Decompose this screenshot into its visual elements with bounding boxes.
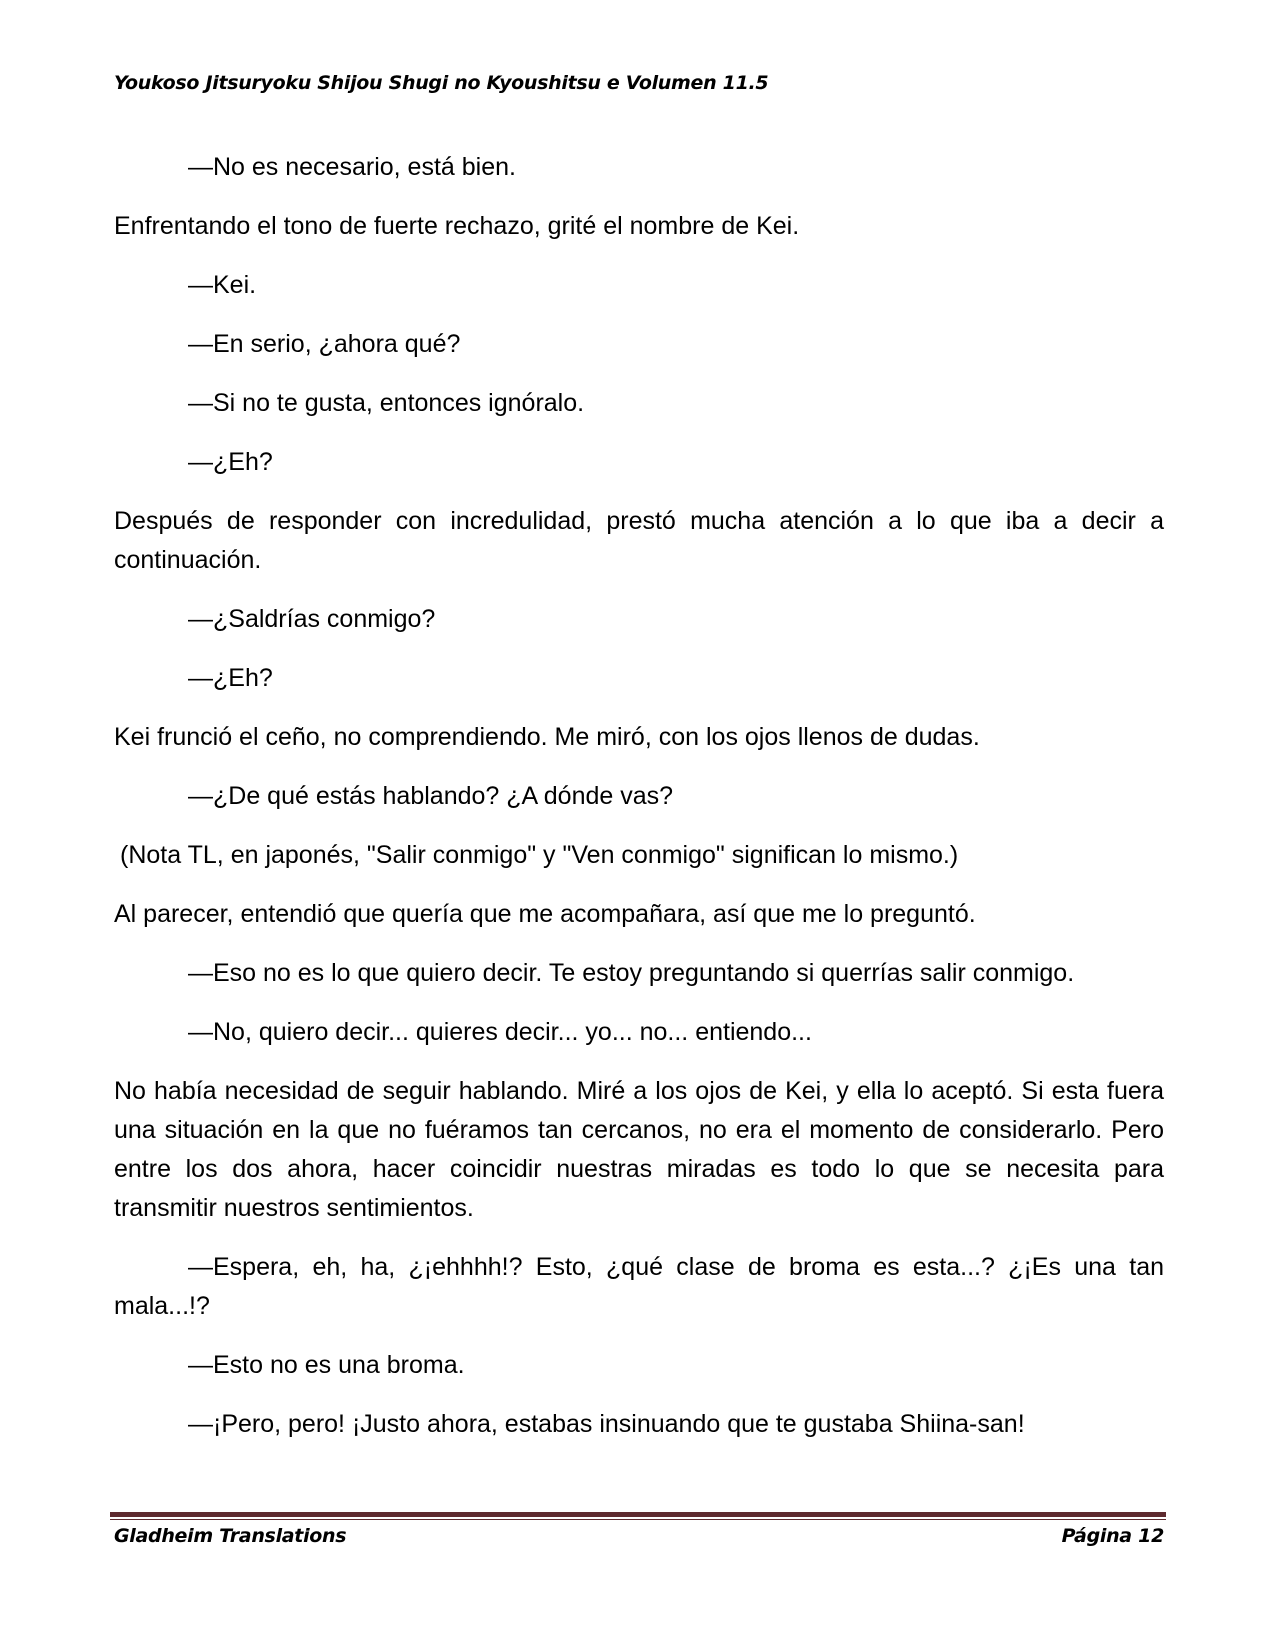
dialogue-line: —En serio, ¿ahora qué? <box>188 330 461 358</box>
footer-translator-credit: Gladheim Translations <box>114 1525 347 1547</box>
translator-note: (Nota TL, en japonés, "Salir conmigo" y "Ven conmigo" significan lo mismo.) <box>120 841 959 869</box>
footer-divider-thick <box>110 1512 1166 1517</box>
dialogue-line: —Eso no es lo que quiero decir. Te estoy preguntando si querrías salir conmigo. <box>188 959 1075 987</box>
page-body <box>114 148 1164 1464</box>
dialogue-line: —¿De qué estás hablando? ¿A dónde vas? <box>188 782 674 810</box>
dialogue-line: —Esto no es una broma. <box>188 1351 465 1379</box>
dialogue-line: —¿Saldrías conmigo? <box>188 605 436 633</box>
dialogue-line: —¿Eh? <box>188 448 273 476</box>
dialogue-line: —Si no te gusta, entonces ignóralo. <box>188 389 585 417</box>
footer-divider-thin <box>110 1519 1166 1520</box>
dialogue-line: —¡Pero, pero! ¡Justo ahora, estabas insinuando que te gustaba Shiina-san! <box>188 1410 1025 1438</box>
narration-paragraph: No había necesidad de seguir hablando. Miré a los ojos de Kei, y ella lo aceptó. Si esta fuera una situación en la que no fuéramos tan cercanos, no era el momento de considerarlo. Pero entre los dos ahora, hacer coincidir nuestras miradas es todo lo que se necesita para transmitir nuestros sentimientos. <box>114 1077 1164 1222</box>
page-header-title: Youkoso Jitsuryoku Shijou Shugi no Kyoushitsu e Volumen 11.5 <box>114 72 769 94</box>
footer-divider <box>110 1512 1166 1520</box>
dialogue-line: —Espera, eh, ha, ¿¡ehhhh!? Esto, ¿qué clase de broma es esta...? ¿¡Es una tan mala...!? <box>114 1253 1164 1320</box>
narration-paragraph: Al parecer, entendió que quería que me acompañara, así que me lo preguntó. <box>114 900 976 928</box>
narration-paragraph: Después de responder con incredulidad, prestó mucha atención a lo que iba a decir a continuación. <box>114 507 1164 574</box>
dialogue-line: —¿Eh? <box>188 664 273 692</box>
narration-paragraph: Kei frunció el ceño, no comprendiendo. Me miró, con los ojos llenos de dudas. <box>114 723 980 751</box>
dialogue-line: —No, quiero decir... quieres decir... yo... no... entiendo... <box>188 1018 812 1046</box>
dialogue-line: —No es necesario, está bien. <box>188 153 516 181</box>
dialogue-line: —Kei. <box>188 271 257 299</box>
narration-paragraph: Enfrentando el tono de fuerte rechazo, grité el nombre de Kei. <box>114 212 800 240</box>
footer-page-number: Página 12 <box>1061 1525 1164 1547</box>
